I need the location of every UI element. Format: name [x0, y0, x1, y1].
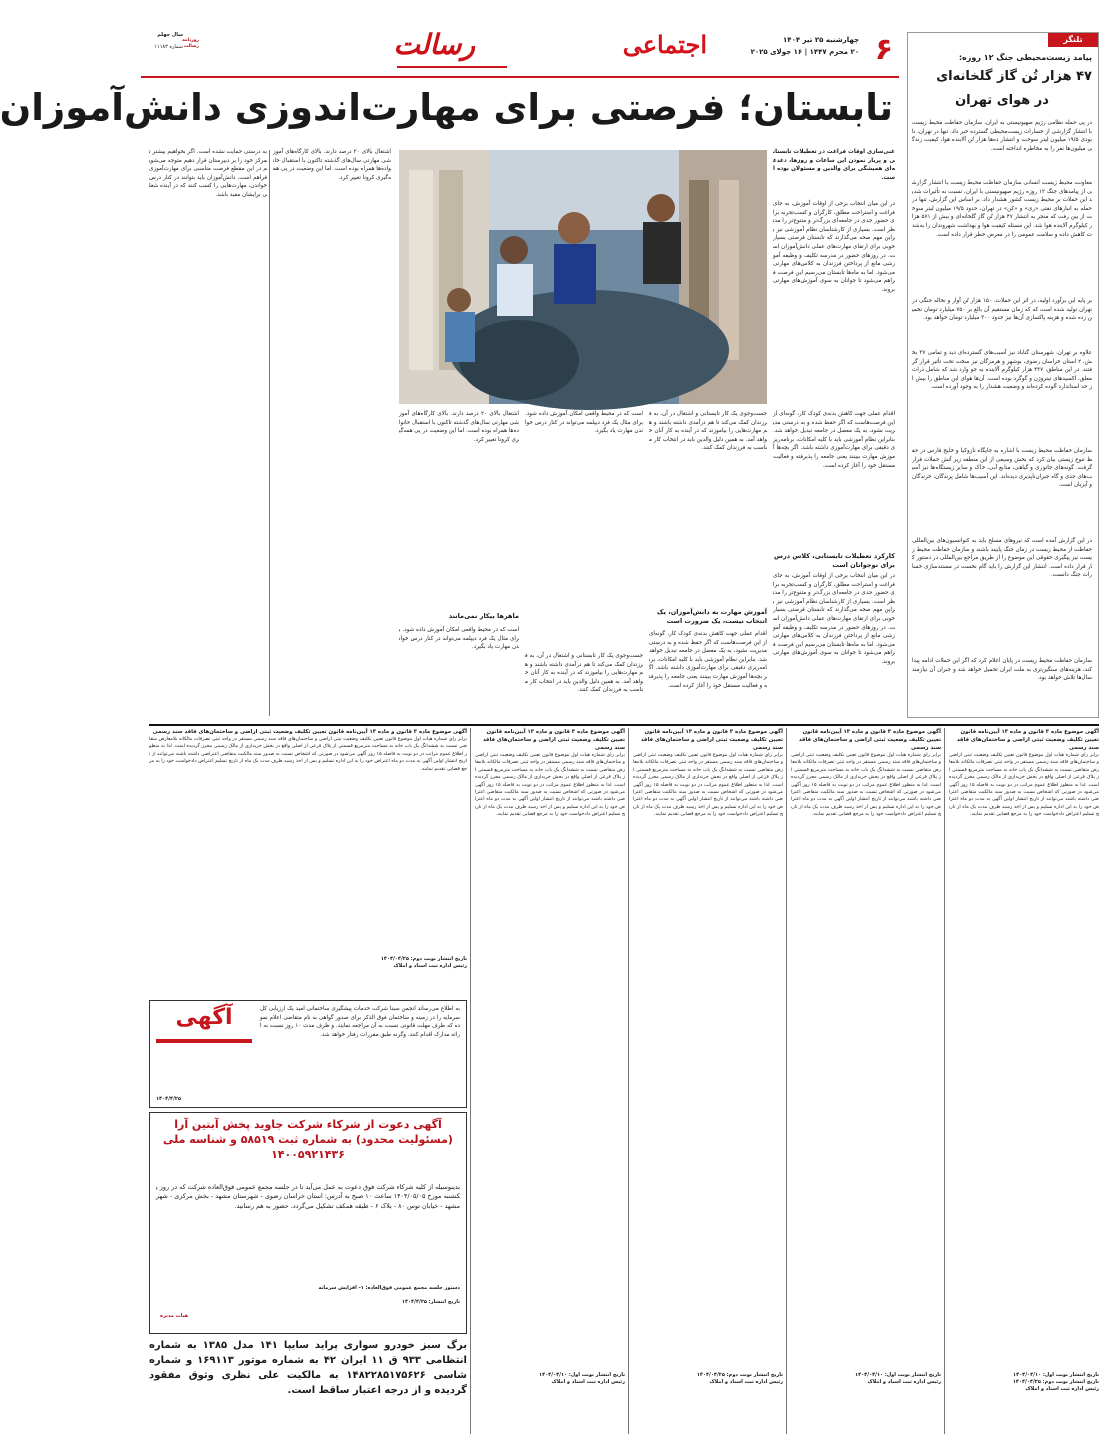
photo-illustration [399, 150, 767, 404]
notice-date-second: تاریخ انتشار نوبت دوم: ۱۴۰۴/۰۴/۲۵ [1012, 1379, 1099, 1385]
notice-col-1 [949, 728, 1099, 1434]
meeting-body: بدینوسیله از کلیه شرکاء شرکت فوق دعوت به عمل می‌آید تا در جلسه مجمع عمومی فوق‌العاده شرکت که در روز یکشنبه مورخ ۱۴۰۴/۰۵/۰۵ ساعت ۱۰ صبح به آدرس: استان خراسان رضوی - شهرستان مشهد - بخش مرکزی - شهر مشهد - خیابان توس ۸۰ - بلاک ۶ - طبقه همکف تشکیل می‌گردد، حضور به هم رسانید. [156, 1183, 461, 1210]
grid-rule-4 [470, 728, 471, 1434]
notice-col-3 [633, 728, 783, 1434]
sidebar-body-6: در این گزارش آمده است که نیروهای مسلح باید به کنوانسیون‌های بین‌المللی حفاظت از محیط زیست در زمان جنگ پایبند باشند و سازمان حفاظت محیط زیست نیز پیگیری حقوقی این موضوع را از طریق مراجع بین‌المللی در دستور کار قرار داده است. انتشار این گزارش را باید گام نخست در مستندسازی خسارات جنگ دانست. [912, 538, 1092, 579]
notice-date-3: تاریخ انتشار نوبت دوم: ۱۴۰۴/۰۴/۲۵ [696, 1372, 783, 1378]
subhead-2: آموزش مهارت به دانش‌آموزان، یک انتخاب نیست، یک ضرورت است [656, 608, 767, 625]
meeting-signer: هیات مدیره [160, 1313, 189, 1319]
masthead-rule [141, 76, 899, 78]
sidebar-kicker: تلنگر [1048, 33, 1098, 47]
notice-heading: آگهی موضوع ماده ۳ قانون و ماده ۱۳ آیین‌نامه قانون تعیین تکلیف وضعیت ثبتی اراضی و ساختمان‌های فاقد سند رسمی [956, 729, 1099, 751]
notice-col-4 [475, 728, 625, 1434]
lost-document [149, 1338, 467, 1430]
notice-body-5: برابر رای شماره هیات اول موضوع قانون تعیین تکلیف وضعیت ثبتی اراضی و ساختمان‌های فاقد سند رسمی مستقر در واحد ثبتی تصرفات مالکانه بلامعارض متقاضی نسبت به ششدانگ یک باب خانه به مساحت مترمربع قسمتی از پلاک فرعی از اصلی واقع در بخش خریداری از مالک رسمی محرز گردیده است. لذا به منظور اطلاع عموم مراتب در دو نوبت به فاصله ۱۵ روز آگهی می‌شود در صورتی که اشخاص نسبت به صدور سند مالکیت متقاضی اعتراضی داشته باشند می‌توانند از تاریخ انتشار اولین آگهی به مدت دو ماه اعتراض خود را به این اداره تسلیم و پس از اخذ رسید ظرف مدت یک ماه از تاریخ تسلیم اعتراض دادخواست خود را به مرجع قضایی تقدیم نمایند. [149, 737, 467, 772]
lead-text: غنی‌سازی اوقات فراغت در تعطیلات تابستانی و پربار نمودن این ساعات و روزها، دغدغه‌ای همیشگی برای والدین و مسئولان بوده است. [773, 149, 895, 181]
lost-document-text: برگ سبز خودرو سواری پراید سایپا ۱۴۱ مدل ۱۳۸۵ به شماره انتظامی ۹۳۳ ق ۱۱ ایران ۴۲ به شماره موتور ۱۶۹۱۱۳ و شماره شاسی ۱۴۸۲۲۸۵۱۷۵۶۲۶ به مالکیت علی نظری وثوق مفقود گردیده و از درجه اعتبار ساقط است. [149, 1340, 467, 1396]
col6b-text: اشتغال بالای ۲۰ درصد دارند. بالای کارگاه‌های آموزشی مهارتی سال‌های گذشته تاکنون با استقبال خانواده‌ها همراه بوده است. اما این وضعیت در پی همه‌گیری کرونا تغییر کرد. [273, 149, 391, 181]
notice-col-2 [791, 728, 941, 1434]
meeting-notice [149, 1112, 467, 1334]
paper-logo: رسالت [393, 28, 475, 61]
notice-date-first: تاریخ انتشار نوبت اول: ۱۴۰۴/۰۴/۱۰ [1013, 1372, 1099, 1378]
col3-text: جست‌وجوی یک کار تابستانی و اشتغال در آن، به فرزندان کمک می‌کند تا هم درآمدی داشته باشند و هم مهارت‌هایی را بیاموزند که در آینده به کار آنان خواهد آمد. به همین دلیل والدین باید در انتخاب کار مناسب به فرزندان کمک کنند. [649, 411, 767, 452]
article-right-column [773, 148, 895, 398]
article-bottom-rule [149, 724, 1099, 726]
year-label: سال چهلم [157, 32, 183, 38]
subhead-3: ماهرها بیکار نمی‌مانند [448, 612, 519, 620]
sidebar-body-1: در پی حمله نظامی رژیم صهیونیستی به ایران، سازمان حفاظت محیط زیست با انتشار گزارشی از خسارات زیست‌محیطی گسترده خبر داد. تنها در تهران، نابودی ۱۹/۵ میلیون لیتر سوخت و انتشار ده‌ها هزار تُن آلاینده هوا، کیفیت زندگی میلیون‌ها نفر را به مخاطره انداخته است. [912, 120, 1092, 152]
notice-signer: رئیس اداره ثبت اسناد و املاک [1025, 1386, 1099, 1392]
ad-title-bg [156, 1039, 252, 1043]
grid-rule-1 [944, 728, 945, 1434]
ad-body: به اطلاع می‌رساند انجمن سینا شرکت خدمات پیشگیری ساختمانی امید یک ارزیابی کل سرمایه را در زمینه و ساختمان فوق الذکر برای صدور گواهی به نام متقاضی اعلام نموده که ظرف مهلت قانونی نسبت به آن مراجعه نمایند. و ظرف مدت ۱۰ روز نسبت به ارائه مدارک اقدام کنند. وگرنه طبق مقررات رفتار خواهد شد. [260, 1006, 460, 1038]
notice-heading-2: آگهی موضوع ماده ۳ قانون و ماده ۱۳ آیین‌نامه قانون تعیین تکلیف وضعیت ثبتی اراضی و ساختمان‌های فاقد سند رسمی [798, 729, 941, 751]
sidebar-headline-3: در هوای تهران [955, 93, 1049, 108]
notices-grid [149, 728, 1099, 1434]
grid-rule-3 [628, 728, 629, 1434]
ad-title: آگهی [175, 1005, 233, 1030]
sidebar-headline-1: پیامد زیست‌محیطی جنگ ۱۲ روزه: [958, 53, 1092, 62]
grid-rule-2 [786, 728, 787, 1434]
col1-text: در این میان انتخاب برخی از اوقات آموزش، به جای فراغت و استراحت مطلق، کارگران و کسب‌تجربه برای حضور جدی در جامعه‌ای بزرگ‌تر و متنوع‌تر را مدنظر است. بسیاری از کارشناسان نظام آموزشی نیز براین مهم صحه می‌گذارند که تابستان فرصتی بسیار خوبی برای ارتقای مهارت‌های عملی دانش‌آموزان است. در روزهای حضور در مدرسه تکلیف و وظیفه آموزشی مانع از پرداختن فرزندان به کلاس‌های مهارتی می‌شود. اما به ماه‌ها تابستان می‌رسیم این فرصت فراهم می‌شود تا جوانان به سوی آموزش‌های مهارتی بروند. [773, 201, 895, 293]
subhead-1: کارکرد تعطیلات تابستانی، کلاس درس برای نوجوانان است [774, 552, 895, 569]
sidebar [907, 32, 1099, 718]
col6-text: به درستی حمایت نشده است. اگر بخواهیم بیشتر تمرکز خود را بر دبیرستان قرار دهیم متوجه می‌شویم در این مقطع فرصت مناسبی برای مهارت‌آموزی فراهم است. دانش‌آموزان باید بتوانند در کنار درس خواندن، مهارت‌هایی را کسب کنند که در آینده شغلی برایشان مفید باشد. [149, 149, 267, 198]
sidebar-body-2: معاونت محیط زیست انسانی سازمان حفاظت محیط زیست با انتشار گزارشی از پیامدهای جنگ ۱۲ روزه رژیم صهیونیستی با ایران، نسبت به تأثیرات شدید این حملات بر محیط زیست کشور هشدار داد. بر اساس این گزارش، تنها در حمله به انبارهای نفتی «ری» و «کن» در تهران، حدود ۱۹/۵ میلیون لیتر سوخت از بین رفت که منجر به انتشار ۴۷ هزار تُن گاز گلخانه‌ای و بیش از ۵۷۱ هزار کیلوگرم آلاینده هوا شد. این مسئله کیفیت هوا و بهداشت شهروندان را به‌شدت کاهش داده و سلامت عمومی را در معرض خطر قرار داده است. [912, 180, 1092, 238]
col5b-text: است که در محیط واقعی امکان آموزش داده شود. برای مثال یک فرد دیپلمه می‌تواند در کنار درس خواندن مهارت یاد بگیرد. [399, 627, 519, 651]
notice-body-2: برابر رای شماره هیات اول موضوع قانون تعیین تکلیف وضعیت ثبتی اراضی و ساختمان‌های فاقد سند رسمی مستقر در واحد ثبتی تصرفات مالکانه بلامعارض متقاضی نسبت به ششدانگ یک باب خانه به مساحت مترمربع قسمتی از پلاک فرعی از اصلی واقع در بخش خریداری از مالک رسمی محرز گردیده است. لذا به منظور اطلاع عموم مراتب در دو نوبت به فاصله ۱۵ روز آگهی می‌شود در صورتی که اشخاص نسبت به صدور سند مالکیت متقاضی اعتراضی داشته باشند می‌توانند از تاریخ انتشار اولین آگهی به مدت دو ماه اعتراض خود را به این اداره تسلیم و پس از اخذ رسید ظرف مدت یک ماه از تاریخ تسلیم اعتراض دادخواست خود را به مرجع قضایی تقدیم نمایند. [791, 753, 941, 818]
ad-date: ۱۴۰۴/۴/۲۵ [156, 1096, 182, 1102]
col3b-text: اقدام عملی جهت کاهش بدنه‌ی کودک کار، گونه‌ای از این فرصت‌هاست که اگر حفظ شده و به درستی مدیریت نشود، به یک معضل در جامعه تبدیل خواهد شد. بنابراین نظام آموزشی باید با کلیه امکانات، برنامه‌ریزی دقیقی برای مهارت‌آموزی داشته باشد. اگر بچه‌ها آموزش مهارت ببینند یعنی جامعه را پذیرفته و فعالیت مستقل خود را آغاز کرده است. [649, 631, 767, 689]
meeting-title: آگهی دعوت از شرکاء شرکت جاوید پخش آبتین آرا (مسئولیت محدود) به شماره ثبت ۵۸۵۱۹ و شناسه ملی ۱۴۰۰۵۹۲۱۴۳۶ [163, 1118, 453, 1161]
section-title: اجتماعی [622, 30, 707, 59]
col4-text: است که در محیط واقعی امکان آموزش داده شود. برای مثال یک فرد دیپلمه می‌تواند در کنار درس خواندن مهارت یاد بگیرد. [525, 411, 643, 435]
sidebar-body-5: سازمان حفاظت محیط زیست با اشاره به جایگاه نازوکیا و خلیج فارس در حفظ تنوع زیستی بیان کرد که بخش وسیعی از این منطقه زیر آتش حملات قرار گرفت. گونه‌های جانوری و گیاهی، منابع آبی، خاک و سایر زیستگاه‌ها نیز آسیب‌های جدی و گاه جبران‌ناپذیری دیده‌اند. این آسیب‌ها شامل پرندگان، خزندگان و آبزیان است. [912, 448, 1092, 489]
notice-body-3: برابر رای شماره هیات اول موضوع قانون تعیین تکلیف وضعیت ثبتی اراضی و ساختمان‌های فاقد سند رسمی مستقر در واحد ثبتی تصرفات مالکانه بلامعارض متقاضی نسبت به ششدانگ یک باب خانه به مساحت مترمربع قسمتی از پلاک فرعی از اصلی واقع در بخش خریداری از مالک رسمی محرز گردیده است. لذا به منظور اطلاع عموم مراتب در دو نوبت به فاصله ۱۵ روز آگهی می‌شود در صورتی که اشخاص نسبت به صدور سند مالکیت متقاضی اعتراضی داشته باشند می‌توانند از تاریخ انتشار اولین آگهی به مدت دو ماه اعتراض خود را به این اداره تسلیم و پس از اخذ رسید ظرف مدت یک ماه از تاریخ تسلیم اعتراض دادخواست خود را به مرجع قضایی تقدیم نمایند. [633, 753, 783, 818]
notice-signer-4: رئیس اداره ثبت اسناد و املاک [551, 1379, 625, 1385]
issue-label: شماره ۱۱۱۸۳ [154, 44, 183, 50]
notice-heading-5: آگهی موضوع ماده ۳ قانون و ماده ۱۳ آیین‌نامه قانون تعیین تکلیف وضعیت ثبتی اراضی و ساختمان‌های فاقد سند رسمی [152, 729, 467, 735]
notice-body: برابر رای شماره هیات اول موضوع قانون تعیین تکلیف وضعیت ثبتی اراضی و ساختمان‌های فاقد سند رسمی مستقر در واحد ثبتی تصرفات مالکانه بلامعارض متقاضی نسبت به ششدانگ یک باب خانه به مساحت مترمربع قسمتی از پلاک فرعی از اصلی واقع در بخش خریداری از مالک رسمی محرز گردیده است. لذا به منظور اطلاع عموم مراتب در دو نوبت به فاصله ۱۵ روز آگهی می‌شود در صورتی که اشخاص نسبت به صدور سند مالکیت متقاضی اعتراضی داشته باشند می‌توانند از تاریخ انتشار اولین آگهی به مدت دو ماه اعتراض خود را به این اداره تسلیم و پس از اخذ رسید ظرف مدت یک ماه از تاریخ تسلیم اعتراض دادخواست خود را به مرجع قضایی تقدیم نمایند. [949, 753, 1099, 818]
notice-signer-5: رئیس اداره ثبت اسناد و املاک [393, 963, 467, 969]
col5-text: اشتغال بالای ۲۰ درصد دارند. بالای کارگاه‌های آموزشی مهارتی سال‌های گذشته تاکنون با استقبال خانواده‌ها همراه بوده است. اما این وضعیت در پی همه‌گیری کرونا تغییر کرد. [399, 411, 519, 443]
notice-col-5 [149, 728, 467, 998]
notice-date-5: تاریخ انتشار نوبت دوم: ۱۴۰۴/۰۴/۲۵ [380, 956, 467, 962]
meeting-agenda: دستور جلسه مجمع عمومی فوق‌العاده: ۱- افزایش سرمایه [318, 1285, 460, 1291]
column-rule [269, 150, 270, 716]
logo-underline [397, 66, 507, 68]
sidebar-headline-2: ۴۷ هزار تُن گاز گلخانه‌ای [936, 69, 1092, 84]
sidebar-body-4: علاوه بر تهران، شهرستان گناباد نیز آسیب‌های گسترده‌ای دید و تمامی ۳۷ بخش، ۲ استان خراسان رضوی، بوشهر و هرمزگان نیز سخت تحت تأثیر قرار گرفتند. در این مناطق، ۴۳۷ هزار کیلوگرم آلاینده به جو وارد شد که شامل ذرات معلق، اکسیدهای نیتروژن و گوگرد بوده است. آن‌ها هوای این مناطق را بیش از حد استاندارد آلوده کرده‌اند و وضعیت هشدار را به وجود آورده است. [912, 350, 1092, 391]
ad-box [149, 1000, 467, 1108]
meeting-date: تاریخ انتشار: ۱۴۰۴/۴/۲۵ [401, 1299, 460, 1305]
sidebar-body-3: بر پایه این برآورد اولیه، در اثر این حملات، ۱۵۰ هزار تُن آوار و نخاله جنگی در تهران تولید شده است که که زمان مستقیم آن بالغ بر ۷۵۰ میلیارد تومان تخمین زده شده و هزینه پاکسازی آن‌ها نیز حدود ۳۰۰ میلیارد تومان خواهد بود. [912, 298, 1092, 322]
notice-signer-3: رئیس اداره ثبت اسناد و املاک [709, 1379, 783, 1385]
brand-label: روزنامه رسالت [182, 38, 199, 49]
notice-date-2: تاریخ انتشار نوبت اول: ۱۴۰۴/۰۴/۱۰ [855, 1372, 941, 1378]
sidebar-body-7: سازمان حفاظت محیط زیست در پایان اعلام کرد که اگر این حملات ادامه پیدا کند، هزینه‌های سنگین‌تری به ملت ایران تحمیل خواهد شد و جبران آن نیازمند سال‌ها تلاش خواهد بود. [912, 658, 1092, 682]
notice-date-4: تاریخ انتشار نوبت اول: ۱۴۰۴/۰۴/۱۰ [539, 1372, 625, 1378]
col4b-text: جست‌وجوی یک کار تابستانی و اشتغال در آن، به فرزندان کمک می‌کند تا هم درآمدی داشته باشند و هم مهارت‌هایی را بیاموزند که در آینده به کار آنان خواهد آمد. به همین دلیل والدین باید در انتخاب کار مناسب به فرزندان کمک کنند. [525, 653, 643, 694]
notice-heading-3: آگهی موضوع ماده ۳ قانون و ماده ۱۳ آیین‌نامه قانون تعیین تکلیف وضعیت ثبتی اراضی و ساختمان‌های فاقد سند رسمی [640, 729, 783, 751]
notice-heading-4: آگهی موضوع ماده ۳ قانون و ماده ۱۳ آیین‌نامه قانون تعیین تکلیف وضعیت ثبتی اراضی و ساختمان‌های فاقد سند رسمی [482, 729, 625, 751]
issue-box [147, 32, 183, 64]
col2-text: اقدام عملی جهت کاهش بدنه‌ی کودک کار، گونه‌ای از این فرصت‌هاست که اگر حفظ شده و به درستی مدیریت نشود، به یک معضل در جامعه تبدیل خواهد شد. بنابراین نظام آموزشی باید با کلیه امکانات، برنامه‌ریزی دقیقی برای مهارت‌آموزی داشته باشد. اگر بچه‌ها آموزش مهارت ببینند یعنی جامعه را پذیرفته و فعالیت مستقل خود را آغاز کرده است. [773, 411, 895, 469]
date-line-1: چهارشنبه ۲۵ تیر ۱۴۰۴ [783, 36, 859, 44]
col2b-text: در این میان انتخاب برخی از اوقات آموزش، به جای فراغت و استراحت مطلق، کارگران و کسب‌تجربه برای حضور جدی در جامعه‌ای بزرگ‌تر و متنوع‌تر را مدنظر است. بسیاری از کارشناسان نظام آموزشی نیز براین مهم صحه می‌گذارند که تابستان فرصتی بسیار خوبی برای ارتقای مهارت‌های عملی دانش‌آموزان است. در روزهای حضور در مدرسه تکلیف و وظیفه آموزشی مانع از پرداختن فرزندان به کلاس‌های مهارتی می‌شود. اما به ماه‌ها تابستان می‌رسیم این فرصت فراهم می‌شود تا جوانان به سوی آموزش‌های مهارتی بروند. [773, 573, 895, 665]
page-number: ۶ [874, 32, 893, 67]
notice-signer-2: رئیس اداره ثبت اسناد و املاک [867, 1379, 941, 1385]
notice-body-4: برابر رای شماره هیات اول موضوع قانون تعیین تکلیف وضعیت ثبتی اراضی و ساختمان‌های فاقد سند رسمی مستقر در واحد ثبتی تصرفات مالکانه بلامعارض متقاضی نسبت به ششدانگ یک باب خانه به مساحت مترمربع قسمتی از پلاک فرعی از اصلی واقع در بخش خریداری از مالک رسمی محرز گردیده است. لذا به منظور اطلاع عموم مراتب در دو نوبت به فاصله ۱۵ روز آگهی می‌شود در صورتی که اشخاص نسبت به صدور سند مالکیت متقاضی اعتراضی داشته باشند می‌توانند از تاریخ انتشار اولین آگهی به مدت دو ماه اعتراض خود را به این اداره تسلیم و پس از اخذ رسید ظرف مدت یک ماه از تاریخ تسلیم اعتراض دادخواست خود را به مرجع قضایی تقدیم نمایند. [475, 753, 625, 818]
article-headline: تابستان؛ فرصتی برای مهارت‌اندوزی دانش‌آموزان [0, 86, 893, 129]
article-photo [399, 150, 767, 404]
date-line-2: ۲۰ محرم ۱۴۴۷ | ۱۶ جولای ۲۰۲۵ [750, 48, 859, 56]
